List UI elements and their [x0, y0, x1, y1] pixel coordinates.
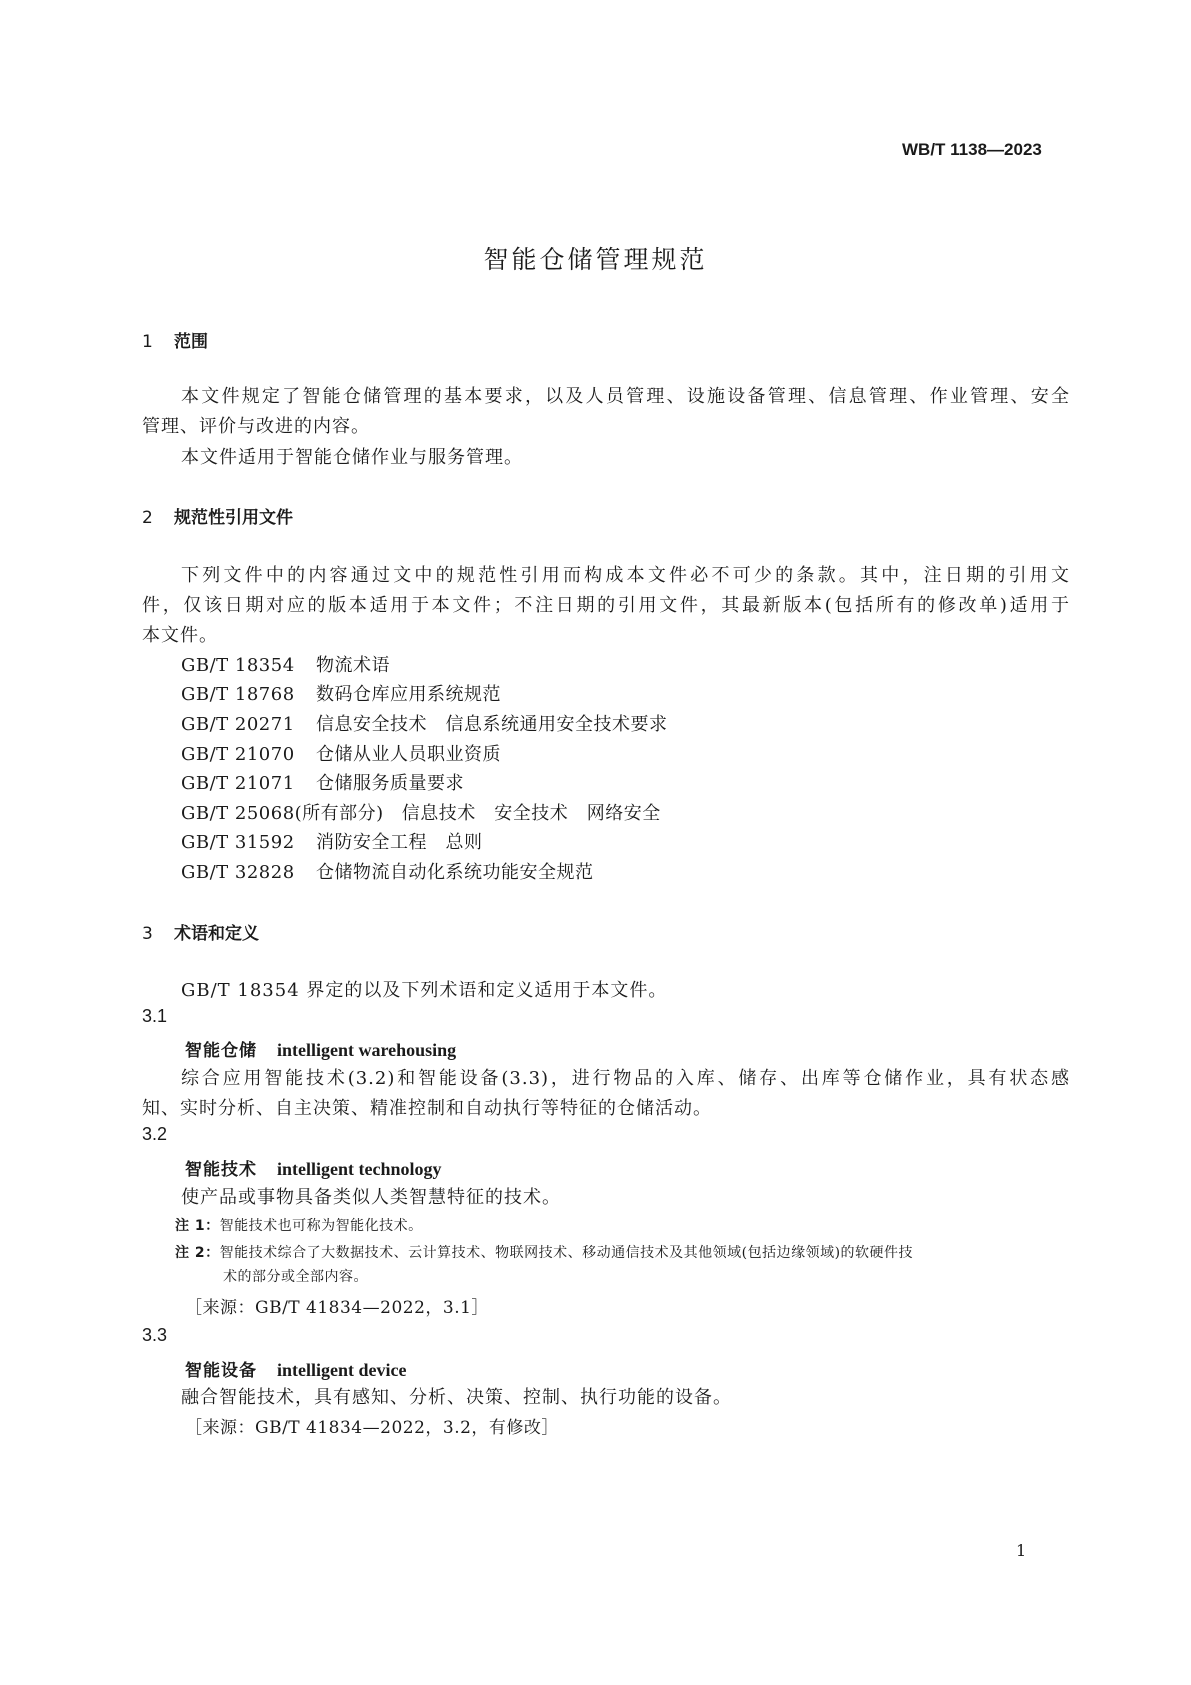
term-english: intelligent device — [277, 1360, 407, 1380]
reference-title: 仓储从业人员职业资质 — [316, 744, 501, 765]
reference-item — [181, 769, 464, 795]
note-text: 智能技术也可称为智能化技术。 — [219, 1218, 423, 1234]
paragraph-line: 管理、评价与改进的内容。 — [142, 416, 370, 437]
reference-item — [181, 828, 483, 854]
section-2-heading — [142, 503, 293, 528]
reference-code: GB/T 21071 — [181, 773, 295, 794]
standard-code: WB/T 1138—2023 — [902, 140, 1042, 159]
reference-title: 信息安全技术 信息系统通用安全技术要求 — [316, 714, 668, 735]
section-title: 规范性引用文件 — [174, 508, 293, 528]
term-chinese: 智能仓储 — [185, 1041, 257, 1061]
reference-item — [181, 680, 501, 706]
note-label: 注 1： — [175, 1218, 220, 1234]
reference-code: GB/T 31592 — [181, 832, 295, 853]
term-english: intelligent technology — [277, 1159, 442, 1179]
reference-title: 数码仓库应用系统规范 — [316, 684, 501, 705]
source-citation: ［来源：GB/T 41834—2022，3.1］ — [185, 1298, 489, 1318]
definition-line: 使产品或事物具备类似人类智慧特征的技术。 — [181, 1187, 561, 1208]
source-citation: ［来源：GB/T 41834—2022，3.2，有修改］ — [185, 1418, 559, 1438]
reference-code: GB/T 18354 — [181, 655, 295, 676]
section-1-heading — [142, 327, 208, 352]
term-entry — [185, 1155, 442, 1180]
reference-code: GB/T 25068(所有部分) — [181, 803, 384, 824]
section-3-heading — [142, 919, 259, 944]
paragraph-line: 本文件规定了智能仓储管理的基本要求，以及人员管理、设施设备管理、信息管理、作业管理、安全 — [181, 386, 1070, 407]
reference-item — [181, 858, 594, 884]
note-text: 智能技术综合了大数据技术、云计算技术、物联网技术、移动通信技术及其他领域(包括边缘领域)的软硬件技 — [219, 1245, 914, 1261]
paragraph-line: 本文件适用于智能仓储作业与服务管理。 — [181, 447, 523, 468]
paragraph-line: 下列文件中的内容通过文中的规范性引用而构成本文件必不可少的条款。其中，注日期的引用文 — [181, 565, 1070, 586]
term-english: intelligent warehousing — [277, 1040, 457, 1060]
reference-title: 物流术语 — [316, 655, 390, 676]
definition-line: 知、实时分析、自主决策、精准控制和自动执行等特征的仓储活动。 — [142, 1098, 712, 1119]
reference-item — [181, 740, 501, 766]
section-number: 3 — [142, 924, 153, 944]
term-chinese: 智能技术 — [185, 1160, 257, 1180]
paragraph-line: 本文件。 — [142, 625, 218, 646]
page-number: 1 — [1016, 1541, 1027, 1560]
reference-title: 仓储服务质量要求 — [316, 773, 464, 794]
reference-code: GB/T 18768 — [181, 684, 295, 705]
reference-item — [181, 710, 668, 736]
reference-item — [181, 799, 661, 825]
clause-number: 3.1 — [142, 1006, 168, 1026]
paragraph-line: 件，仅该日期对应的版本适用于本文件；不注日期的引用文件，其最新版本(包括所有的修改单)适用于 — [142, 595, 1070, 616]
term-chinese: 智能设备 — [185, 1361, 257, 1381]
document-title: 智能仓储管理规范 — [483, 245, 708, 274]
note-2 — [175, 1242, 913, 1262]
term-entry — [185, 1036, 456, 1061]
reference-code: GB/T 21070 — [181, 744, 295, 765]
section-number: 2 — [142, 508, 153, 528]
note-2-continuation: 术的部分或全部内容。 — [223, 1269, 368, 1285]
note-1 — [175, 1215, 423, 1235]
definition-line: 综合应用智能技术(3.2)和智能设备(3.3)，进行物品的入库、储存、出库等仓储作业，具有状态感 — [181, 1068, 1070, 1089]
reference-code: GB/T 32828 — [181, 862, 295, 883]
note-label: 注 2： — [175, 1245, 220, 1261]
reference-title: 信息技术 安全技术 网络安全 — [401, 803, 661, 824]
reference-title: 消防安全工程 总则 — [316, 832, 483, 853]
section-title: 术语和定义 — [174, 924, 259, 944]
reference-title: 仓储物流自动化系统功能安全规范 — [316, 862, 594, 883]
section-title: 范围 — [174, 332, 208, 352]
section-number: 1 — [142, 332, 153, 352]
term-entry — [185, 1356, 406, 1381]
reference-item — [181, 651, 390, 677]
clause-number: 3.2 — [142, 1124, 168, 1144]
clause-number: 3.3 — [142, 1325, 168, 1345]
paragraph-line: GB/T 18354 界定的以及下列术语和定义适用于本文件。 — [181, 980, 668, 1001]
definition-line: 融合智能技术，具有感知、分析、决策、控制、执行功能的设备。 — [181, 1387, 732, 1408]
reference-code: GB/T 20271 — [181, 714, 295, 735]
